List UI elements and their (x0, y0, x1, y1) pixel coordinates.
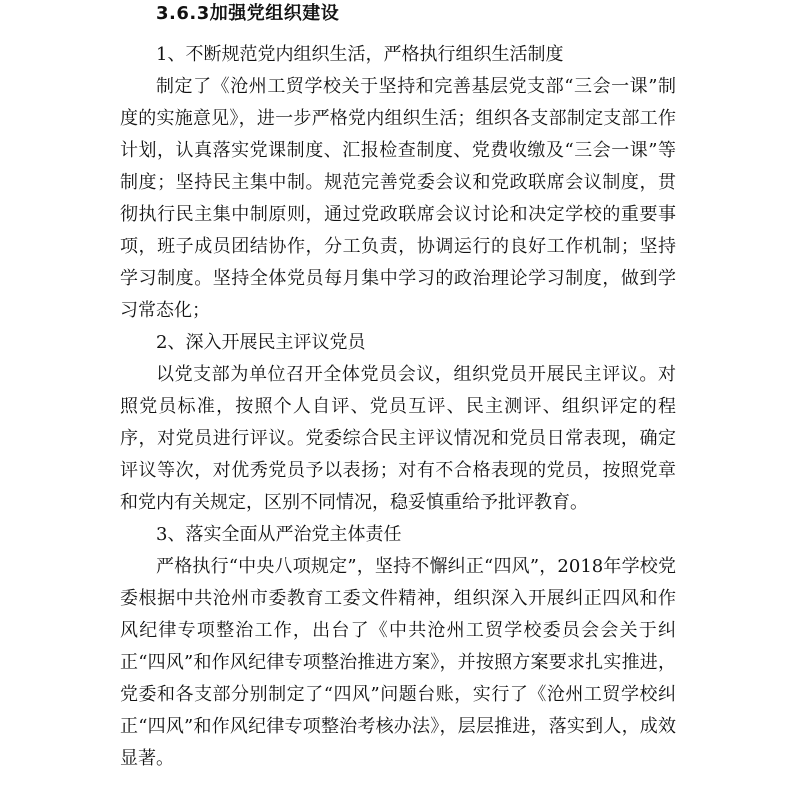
section-title: 3.6.3加强党组织建设 (156, 3, 340, 24)
item-2-body: 以党支部为单位召开全体党员会议，组织党员开展民主评议。对照党员标准，按照个人自评、党员互评、民主测评、组织评定的程序，对党员进行评议。党委综合民主评议情况和党员日常表现，确定评议等次，对优秀党员予以表扬；对有不合格表现的党员，按照党章和党内有关规定，区别不同情况，稳妥慎重给予批评教育。 (120, 364, 676, 513)
item-1-heading: 1、不断规范党内组织生活，严格执行组织生活制度 (156, 44, 564, 65)
title-spacer (120, 25, 676, 39)
item-1-body: 制定了《沧州工贸学校关于坚持和完善基层党支部“三会一课”制度的实施意见》，进一步严格党内组织生活；组织各支部制定支部工作计划，认真落实党课制度、汇报检查制度、党费收缴及“三会一课”等制度；坚持民主集中制。规范完善党委会议和党政联席会议制度，贯彻执行民主集中制原则，通过党政联席会议讨论和决定学校的重要事项，班子成员团结协作，分工负责，协调运行的良好工作机制；坚持学习制度。坚持全体党员每月集中学习的政治理论学习制度，做到学习常态化； (120, 76, 676, 321)
item-2-heading: 2、深入开展民主评议党员 (156, 332, 366, 353)
item-3-heading: 3、落实全面从严治党主体责任 (156, 524, 402, 545)
item-3-body: 严格执行“中央八项规定”，坚持不懈纠正“四风”，2018年学校党委根据中共沧州市委教育工委文件精神，组织深入开展纠正四风和作风纪律专项整治工作，出台了《中共沧州工贸学校委员会会关于纠正“四风”和作风纪律专项整治推进方案》，并按照方案要求扎实推进，党委和各支部分别制定了“四风”问题台账，实行了《沧州工贸学校纠正“四风”和作风纪律专项整治考核办法》，层层推进，落实到人，成效显著。 (120, 556, 676, 769)
document-page (120, 0, 676, 775)
